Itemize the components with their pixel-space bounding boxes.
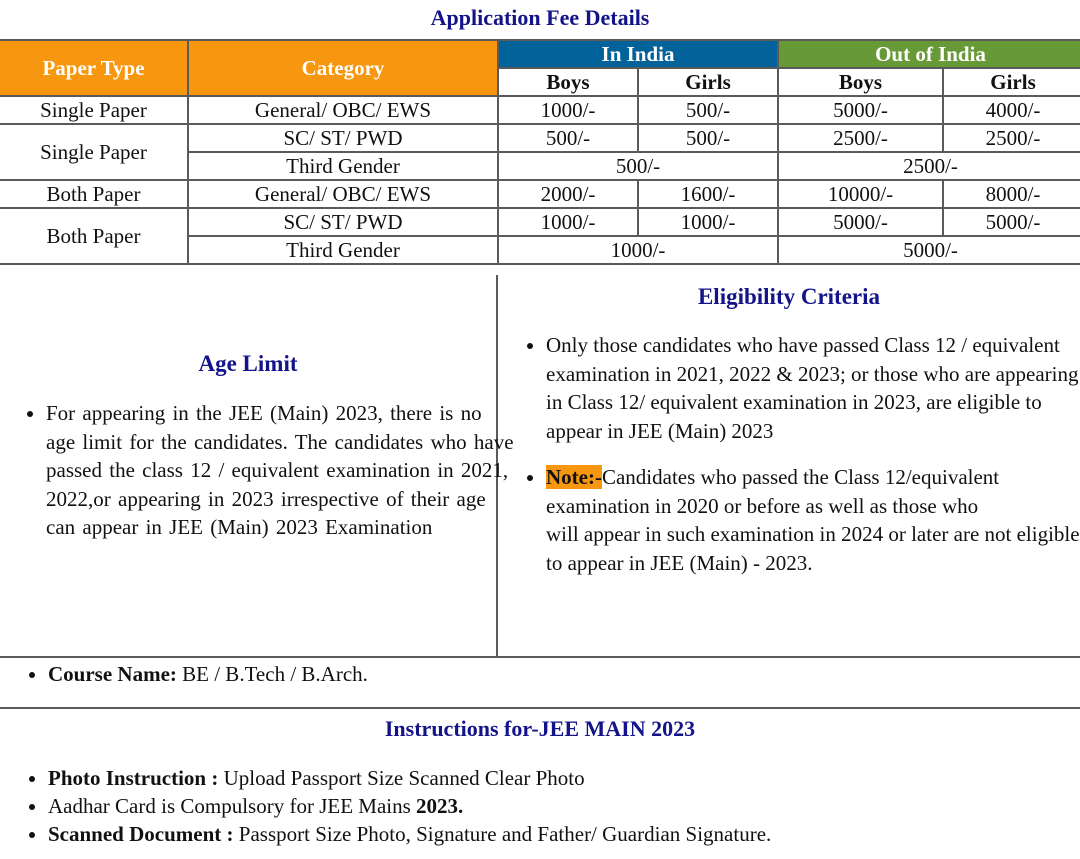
fee-cell: 500/-	[498, 124, 638, 152]
header-out-girls: Girls	[943, 68, 1080, 96]
fee-cell: 4000/-	[943, 96, 1080, 124]
header-out-of-india: Out of India	[778, 40, 1080, 68]
fee-cell: 5000/-	[778, 208, 943, 236]
category-cell: Third Gender	[188, 236, 498, 264]
category-cell: Third Gender	[188, 152, 498, 180]
instructions-list	[22, 764, 1080, 848]
header-paper-type: Paper Type	[0, 40, 188, 96]
fee-cell: 1000/-	[498, 208, 638, 236]
fee-cell: 1000/-	[498, 236, 778, 264]
note-text-1: Candidates who passed the Class 12/equivalent examination in 2020 or before as well as those who	[546, 465, 1000, 518]
instruction-item	[48, 764, 1080, 792]
scanned-text: Passport Size Photo, Signature and Father/ Guardian Signature.	[233, 822, 772, 846]
header-category: Category	[188, 40, 498, 96]
fee-cell: 2500/-	[943, 124, 1080, 152]
age-limit-item: • For appearing in the JEE (Main) 2023, there is no age limit for the candidates. The candidates who have passed the class 12 / equivalent examination in 2021, 2022,or appearing in 2023 irrespective of their age can appear in JEE (Main) 2023 Examination	[46, 399, 516, 542]
age-limit-heading: Age Limit	[198, 351, 298, 376]
fee-header-row-1	[0, 40, 1080, 68]
note-text-2: will appear in such examination in 2024 or later are not eligible to appear in JEE (Main) - 2023.	[546, 522, 1080, 575]
table-row	[0, 208, 1080, 236]
fee-cell: 5000/-	[943, 208, 1080, 236]
eligibility-item: • Only those candidates who have passed Class 12 / equivalent examination in 2021, 2022 & 2023; or those who are appearing in Class 12/ equivalent examination in 2023, are eligible to appear in JEE (Main) 2023	[546, 331, 1080, 445]
instructions-heading: Instructions for-JEE MAIN 2023	[384, 716, 696, 741]
fee-cell: 5000/-	[778, 96, 943, 124]
fee-cell: 500/-	[638, 124, 778, 152]
photo-text: Upload Passport Size Scanned Clear Photo	[218, 766, 585, 790]
header-india-boys: Boys	[498, 68, 638, 96]
category-cell: General/ OBC/ EWS	[188, 96, 498, 124]
fee-table	[0, 39, 1080, 265]
age-limit-list	[20, 399, 516, 542]
paper-type-cell: Single Paper	[0, 96, 188, 124]
category-cell: General/ OBC/ EWS	[188, 180, 498, 208]
course-label: Course Name:	[48, 662, 177, 686]
fee-cell: 1600/-	[638, 180, 778, 208]
category-cell: SC/ ST/ PWD	[188, 124, 498, 152]
fee-cell: 10000/-	[778, 180, 943, 208]
scanned-label: Scanned Document :	[48, 822, 234, 846]
instruction-item	[48, 792, 1080, 820]
instruction-item	[48, 820, 1080, 848]
header-india-girls: Girls	[638, 68, 778, 96]
fee-cell: 500/-	[498, 152, 778, 180]
age-eligibility-section	[0, 275, 1080, 657]
header-in-india: In India	[498, 40, 778, 68]
course-item	[48, 660, 1080, 688]
fee-cell: 2500/-	[778, 124, 943, 152]
course-list	[22, 660, 1080, 688]
fee-cell: 5000/-	[778, 236, 1080, 264]
eligibility-note-item	[546, 463, 1080, 577]
fee-cell: 2500/-	[778, 152, 1080, 180]
eligibility-list	[520, 331, 1080, 595]
note-label: Note:-	[546, 465, 602, 489]
eligibility-heading: Eligibility Criteria	[697, 284, 881, 309]
paper-type-cell: Single Paper	[0, 124, 188, 180]
course-value: BE / B.Tech / B.Arch.	[176, 662, 368, 686]
paper-type-cell: Both Paper	[0, 208, 188, 264]
table-row	[0, 96, 1080, 124]
fee-cell: 2000/-	[498, 180, 638, 208]
paper-type-cell: Both Paper	[0, 180, 188, 208]
fee-cell: 500/-	[638, 96, 778, 124]
divider	[0, 656, 1080, 658]
fee-cell: 1000/-	[638, 208, 778, 236]
eligibility-panel	[498, 275, 1080, 657]
category-cell: SC/ ST/ PWD	[188, 208, 498, 236]
divider	[0, 707, 1080, 709]
table-row	[0, 124, 1080, 152]
age-limit-panel	[0, 275, 514, 657]
aadhar-text: Aadhar Card is Compulsory for JEE Mains	[48, 794, 417, 818]
photo-label: Photo Instruction :	[48, 766, 219, 790]
header-out-boys: Boys	[778, 68, 943, 96]
table-row	[0, 180, 1080, 208]
aadhar-year: 2023.	[416, 794, 464, 818]
fee-cell: 8000/-	[943, 180, 1080, 208]
fee-details-heading: Application Fee Details	[430, 5, 650, 30]
fee-cell: 1000/-	[498, 96, 638, 124]
